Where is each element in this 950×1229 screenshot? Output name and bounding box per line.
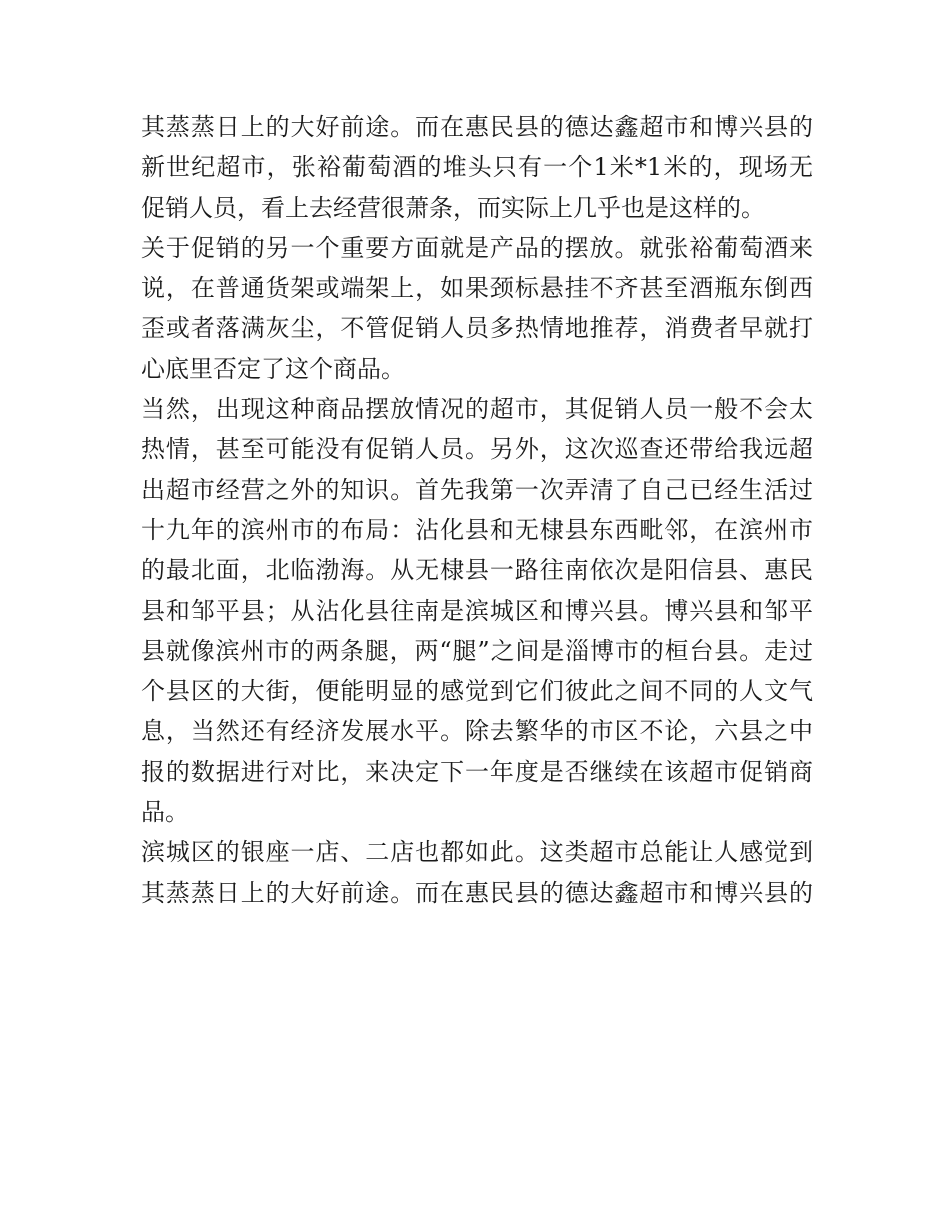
text-line-3: 促销人员，看上去经营很萧条，而实际上几乎也是这样的。 [141,193,765,222]
document-body-text [141,107,813,913]
text-line-9: 热情，甚至可能没有促销人员。另外，这次巡查还带给我远超 [141,435,813,464]
text-line-8: 当然，出现这种商品摆放情况的超市，其促销人员一般不会太 [141,395,813,424]
text-line-19: 滨城区的银座一店、二店也都如此。这类超市总能让人感觉到 [141,838,813,867]
text-line-1: 其蒸蒸日上的大好前途。而在惠民县的德达鑫超市和博兴县的 [141,113,813,141]
text-line-15: 个县区的大街，便能明显的感觉到它们彼此之间不同的人文气 [141,677,813,706]
text-line-5: 说，在普通货架或端架上，如果颈标悬挂不齐甚至酒瓶东倒西 [141,274,813,303]
text-line-11: 十九年的滨州市的布局：沾化县和无棣县东西毗邻，在滨州市 [141,515,813,544]
text-line-12: 的最北面，北临渤海。从无棣县一路往南依次是阳信县、惠民 [141,556,813,585]
text-line-2: 新世纪超市，张裕葡萄酒的堆头只有一个1米*1米的，现场无 [141,153,813,182]
text-line-10: 出超市经营之外的知识。首先我第一次弄清了自己已经生活过 [141,475,813,504]
text-line-7: 心底里否定了这个商品。 [141,354,405,383]
text-line-13: 县和邹平县；从沾化县往南是滨城区和博兴县。博兴县和邹平 [141,596,813,625]
text-line-20: 其蒸蒸日上的大好前途。而在惠民县的德达鑫超市和博兴县的 [141,878,813,907]
text-line-4: 关于促销的另一个重要方面就是产品的摆放。就张裕葡萄酒来 [141,233,813,262]
text-line-6: 歪或者落满灰尘，不管促销人员多热情地推荐，消费者早就打 [141,314,813,343]
text-line-16: 息，当然还有经济发展水平。除去繁华的市区不论，六县之中 [141,717,813,746]
text-line-18: 品。 [141,798,189,827]
text-line-17: 报的数据进行对比，来决定下一年度是否继续在该超市促销商 [141,757,813,786]
text-line-14: 县就像滨州市的两条腿，两“腿”之间是淄博市的桓台县。走过 [141,636,813,665]
